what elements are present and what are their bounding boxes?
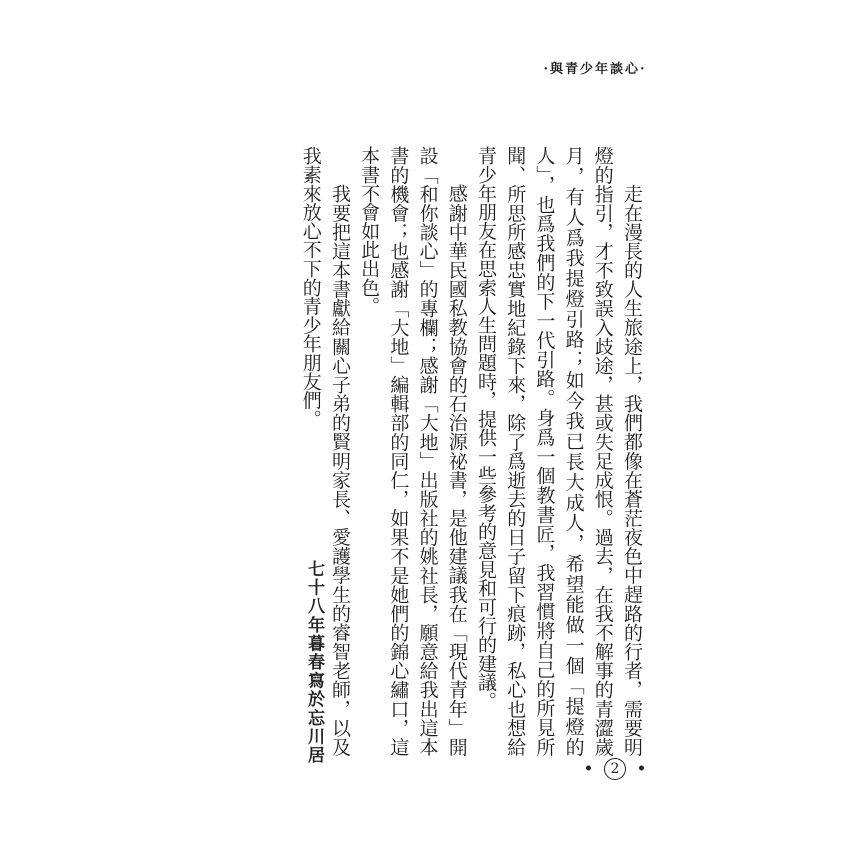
dot-left-icon: •: [584, 761, 593, 777]
running-head-title: ·與青少年談心·: [543, 62, 647, 77]
paragraph-1: 走在漫長的人生旅途上，我們都像在蒼茫夜色中趕路的行者，需要明燈的指引，才不致誤入歧途，甚或失足成恨。過去，在我不解事的青澀歲月，有人爲我提燈引路；如今我已長大成人，希望能做一個「提燈的人」，也爲我們的下一代引路。身爲一個教書匠，我習慣將自己的所見所聞、所思所感忠實地紀錄下來，除了爲逝去的日子留下痕跡，私心也想給青少年朋友在思索人生問題時，提供一些參考的意見和可行的建議。: [474, 146, 643, 756]
page-number: [584, 758, 646, 780]
paragraph-3: 我要把這本書獻給關心子弟的賢明家長、愛護學生的睿智老師，以及我素來放心不下的青少年朋友們。: [299, 146, 351, 756]
preface-body: [296, 146, 646, 756]
author-signature: 七十八年暮春寫於忘川居: [304, 560, 324, 765]
page-number-value: 2: [604, 758, 626, 780]
paragraph-2: 感謝中華民國私教協會的石治源祕書，是他建議我在「現代青年」開設「和你談心」的專欄；感謝「大地」出版社的姚社長，願意給我出這本書的機會；也感謝「大地」編輯部的同仁，如果不是她們的錦心繡口，這本書不會如此出色。: [358, 146, 468, 756]
dot-right-icon: •: [637, 761, 646, 777]
